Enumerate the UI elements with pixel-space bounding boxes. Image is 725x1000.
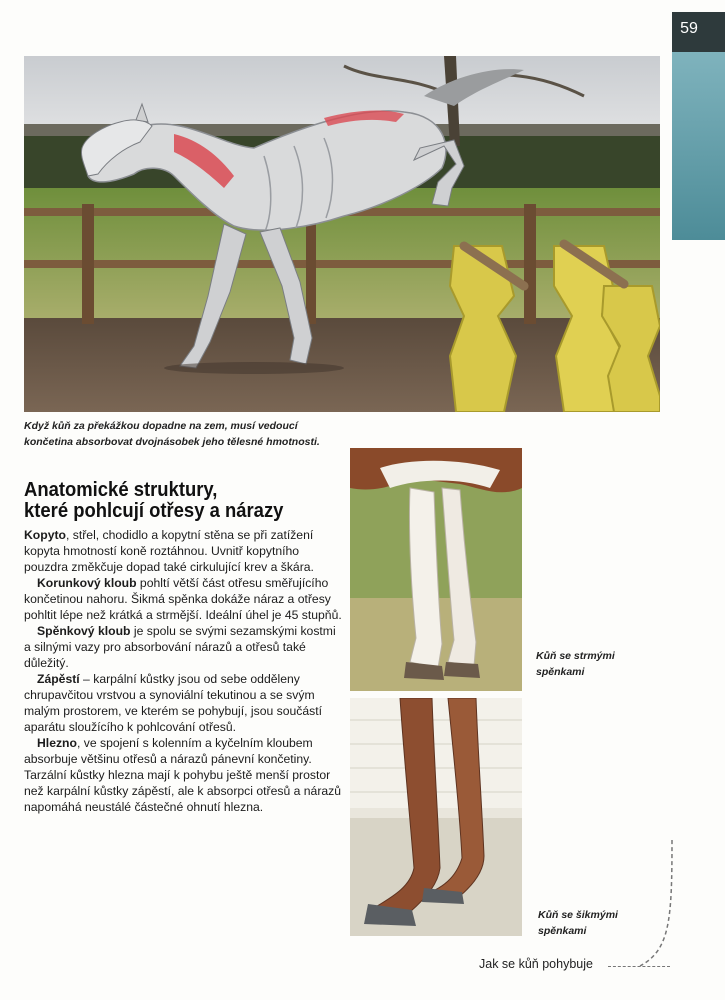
term-fetlock-joint: Spěnkový kloub <box>37 624 131 638</box>
footer-dashed-line <box>608 966 670 967</box>
main-caption-line-1: Když kůň za překážkou dopadne na zem, musí vedoucí <box>24 420 298 432</box>
term-hoof: Kopyto <box>24 528 66 542</box>
sloped-caption-line-2: spěnkami <box>538 925 587 937</box>
text-carpus: – karpální kůstky jsou od sebe odděleny chrupavčitou vrstvou a synoviální tekutinou a se svým malým prostorem, ve kterém se pohybují, jsou součástí aparátu sloužícího k pohlcování otřesů. <box>24 672 323 734</box>
footer-dashed-curve <box>636 840 676 968</box>
sloped-pasterns-photo <box>350 698 522 936</box>
article-body <box>24 527 344 815</box>
running-footer: Jak se kůň pohybuje <box>479 957 593 971</box>
paragraph-hoof <box>24 527 344 575</box>
text-hoof: , střel, chodidlo a kopytní stěna se při zatížení kopyta hmotností koně roztáhnou. Uvnitř kopytního pouzdra změkčuje dopad také cirkulující krev a škára. <box>24 528 314 574</box>
term-pastern-joint: Korunkový kloub <box>37 576 137 590</box>
term-hock: Hlezno <box>37 736 77 750</box>
jumping-horse-photo <box>24 56 660 412</box>
steep-pasterns-caption <box>536 648 636 680</box>
heading-line-1: Anatomické struktury, <box>24 478 218 501</box>
text-pastern-joint: pohltí větší část otřesu směřujícího končetinou nahoru. Šikmá spěnka dokáže náraz a otřesy pohltit lépe než krátká a strmější. Ideální úhel je 45 stupňů. <box>24 576 342 622</box>
steep-caption-line-2: spěnkami <box>536 666 585 678</box>
text-fetlock-joint: je spolu se svými sezamskými kostmi a silnými vazy pro absorbování nárazů a otřesů také důležitý. <box>24 624 336 670</box>
sloped-pasterns-caption <box>538 907 638 939</box>
sloped-caption-line-1: Kůň se šikmými <box>538 909 618 921</box>
page-corner-tab <box>672 12 725 240</box>
paragraph-pastern-joint <box>24 575 344 623</box>
steep-pasterns-photo <box>350 448 522 691</box>
term-carpus: Zápěstí <box>37 672 80 686</box>
steep-caption-line-1: Kůň se strmými <box>536 650 615 662</box>
text-hock: , ve spojení s kolenním a kyčelním kloubem absorbuje většinu otřesů a nárazů pánevní končetiny. Tarzální kůstky hlezna mají k pohybu ještě menší prostor než karpální kůstky zápěstí, ale k absorpci otřesů a nárazů napomáhá neustálé částečné ohnutí hlezna. <box>24 736 342 814</box>
paragraph-fetlock-joint <box>24 623 344 671</box>
paragraph-hock <box>24 735 344 815</box>
paragraph-carpus <box>24 671 344 735</box>
heading-line-2: které pohlcují otřesy a nárazy <box>24 499 284 522</box>
main-caption-line-2: končetina absorbovat dvojnásobek jeho tělesné hmotnosti. <box>24 436 320 448</box>
main-photo-caption <box>24 418 354 450</box>
section-heading <box>24 479 312 521</box>
page-number: 59 <box>680 20 698 37</box>
